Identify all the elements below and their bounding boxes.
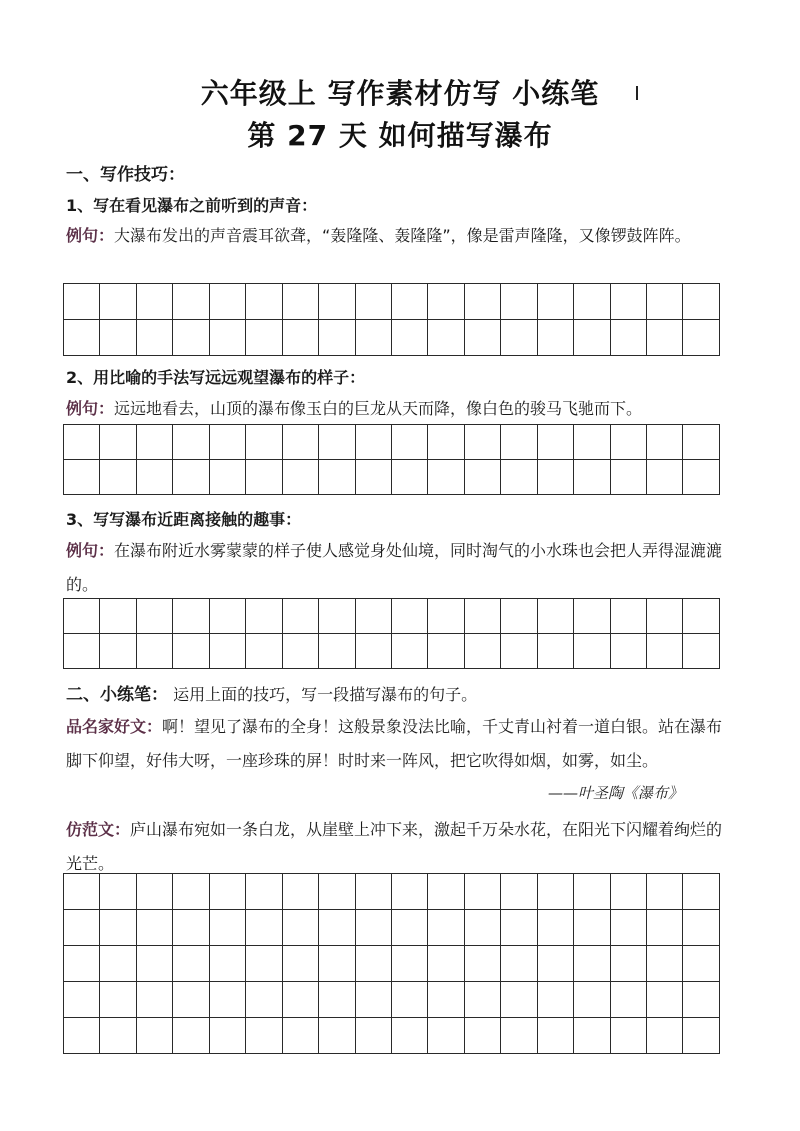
example-text: 远远地看去，山顶的瀑布像玉白的巨龙从天而降，像白色的骏马飞驰而下。 <box>114 399 643 418</box>
grid-row <box>64 284 720 320</box>
grid-row <box>64 599 720 634</box>
label-colon: ： <box>98 399 115 418</box>
item1-heading: 1、写在看见瀑布之前听到的声音： <box>66 196 318 215</box>
grid-row <box>64 320 720 356</box>
label-colon: ： <box>114 820 131 839</box>
section2-heading-line <box>66 678 736 712</box>
example-label: 例句 <box>66 226 99 245</box>
worksheet-subtitle: 第 27 天 如何描写瀑布 <box>247 119 553 152</box>
label-colon: ： <box>98 541 115 560</box>
grid-row <box>64 1018 720 1054</box>
writing-grid-2[interactable] <box>63 424 720 495</box>
section1-heading: 一、写作技巧： <box>66 165 185 185</box>
writing-grid-1[interactable] <box>63 283 720 356</box>
famous-text: 啊！望见了瀑布的全身！这般景象没法比喻，千丈青山衬着一道白银。站在瀑布脚下仰望，好伟大呀，一座珍珠的屏！时时来一阵风，把它吹得如烟，如雾，如尘。 <box>66 717 723 770</box>
worksheet-title: 六年级上 写作素材仿写 小练笔 <box>200 77 600 110</box>
item2-heading: 2、用比喻的手法写远远观望瀑布的样子： <box>66 368 366 387</box>
example-label: 例句 <box>66 399 99 418</box>
item3-example <box>66 534 736 602</box>
example-text: 大瀑布发出的声音震耳欲聋，“轰隆隆、轰隆隆”，像是雷声隆隆，又像锣鼓阵阵。 <box>114 226 691 245</box>
famous-passage <box>66 710 736 778</box>
item2-example <box>66 392 736 426</box>
famous-label: 品名家好文 <box>66 717 147 736</box>
grid-row <box>64 982 720 1018</box>
example-text: 在瀑布附近水雾蒙蒙的样子使人感觉身处仙境，同时淘气的小水珠也会把人弄得湿漉漉的。 <box>66 541 723 594</box>
imitation-label: 仿范文 <box>66 820 115 839</box>
item3-heading: 3、写写瀑布近距离接触的趣事： <box>66 510 302 529</box>
famous-author: ——叶圣陶《瀑布》 <box>548 784 684 802</box>
grid-row <box>64 946 720 982</box>
label-colon: ： <box>146 717 163 736</box>
section2-heading: 二、小练笔： <box>66 685 168 705</box>
imitation-text: 庐山瀑布宛如一条白龙，从崖壁上冲下来，激起千万朵水花，在阳光下闪耀着绚烂的光芒。 <box>66 820 723 873</box>
item1-example <box>66 219 736 253</box>
grid-row <box>64 874 720 910</box>
grid-row <box>64 460 720 495</box>
imitation-passage <box>66 813 736 881</box>
grid-row <box>64 910 720 946</box>
label-colon: ： <box>98 226 115 245</box>
edge-mark <box>636 86 638 100</box>
example-label: 例句 <box>66 541 99 560</box>
writing-grid-4[interactable] <box>63 873 720 1054</box>
grid-row <box>64 425 720 460</box>
section2-instruction: 运用上面的技巧，写一段描写瀑布的句子。 <box>173 685 478 704</box>
grid-row <box>64 634 720 669</box>
writing-grid-3[interactable] <box>63 598 720 669</box>
